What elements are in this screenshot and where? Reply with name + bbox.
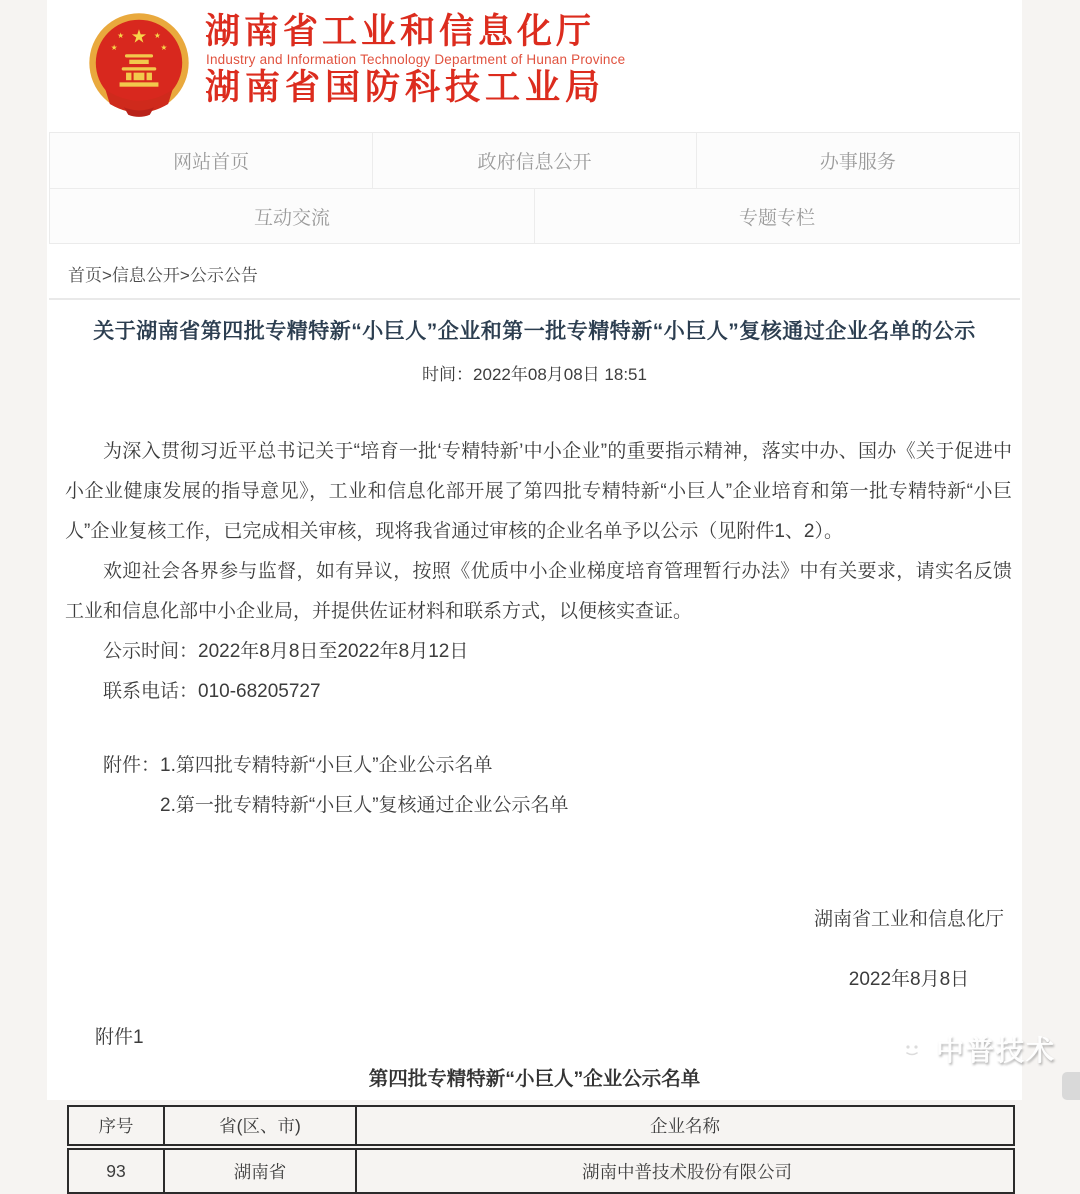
table-header-row <box>68 1106 1014 1147</box>
enterprise-roster-table <box>67 1105 1015 1194</box>
header-cell-enterprise: 企业名称 <box>356 1106 1014 1147</box>
nav-item-home[interactable]: 网站首页 <box>50 133 372 188</box>
cell-enterprise: 湖南中普技术股份有限公司 <box>356 1147 1014 1193</box>
signature-block <box>65 900 1012 1000</box>
content-page <box>47 0 1022 1182</box>
svg-text:★: ★ <box>110 42 118 52</box>
national-emblem-icon <box>85 8 193 120</box>
attachment-item-1: 1.第四批专精特新“小巨人”企业公示名单 <box>160 755 493 776</box>
article-time: 时间：2022年08月08日 18:51 <box>422 365 647 384</box>
signature-date: 2022年8月8日 <box>848 969 970 990</box>
table-row <box>68 1147 1014 1193</box>
nav-row-2 <box>50 188 1019 243</box>
edge-scroll-tab[interactable] <box>1062 1072 1080 1100</box>
header-cell-seq: 序号 <box>68 1106 164 1147</box>
org-name-cn-2: 湖南省国防科技工业局 <box>205 67 606 107</box>
svg-text:★: ★ <box>117 31 125 41</box>
org-name-en: Industry and Information Technology Department of Hunan Province <box>206 52 626 67</box>
org-name-cn-1: 湖南省工业和信息化厅 <box>205 12 596 51</box>
paragraph-1: 为深入贯彻习近平总书记关于“培育一批‘专精特新’中小企业”的重要指示精神，落实中办、国办《关于促进中小企业健康发展的指导意见》，工业和信息化部开展了第四批专精特新“小巨人”企业培育和第一批专精特新“小巨人”企业复核工作，已完成相关审核，现将我省通过审核的企业名单予以公示（见附件1、2）。 <box>65 441 1012 542</box>
cell-seq: 93 <box>68 1147 164 1193</box>
breadcrumb-divider <box>49 298 1020 300</box>
attachments-list <box>160 746 569 826</box>
signature-org: 湖南省工业和信息化厅 <box>813 909 1004 930</box>
cell-province: 湖南省 <box>164 1147 356 1193</box>
svg-text:★: ★ <box>160 42 168 52</box>
breadcrumb[interactable]: 首页>信息公开>公示公告 <box>68 266 258 285</box>
svg-text:★: ★ <box>153 31 161 41</box>
attachment-item-2: 2.第一批专精特新“小巨人”复核通过企业公示名单 <box>160 795 569 816</box>
nav-row-1 <box>50 133 1019 188</box>
contact-phone-line: 联系电话：010-68205727 <box>103 681 321 702</box>
watermark-text: 中普技术 <box>936 1034 1057 1066</box>
attachments-label: 附件： <box>103 755 161 776</box>
nav-item-services[interactable]: 办事服务 <box>696 133 1019 188</box>
nav-item-interaction[interactable]: 互动交流 <box>50 189 534 243</box>
main-nav <box>49 132 1020 244</box>
article-title: 关于湖南省第四批专精特新“小巨人”企业和第一批专精特新“小巨人”复核通过企业名单的公示 <box>93 320 976 343</box>
svg-text:★: ★ <box>130 25 148 47</box>
attachment1-label: 附件1 <box>95 1027 144 1048</box>
header-cell-province: 省(区、市) <box>164 1106 356 1147</box>
paragraph-2: 欢迎社会各界参与监督，如有异议，按照《优质中小企业梯度培育管理暂行办法》中有关要求，请实名反馈工业和信息化部中小企业局，并提供佐证材料和联系方式，以便核实查证。 <box>65 561 1012 622</box>
attachment1-table-title: 第四批专精特新“小巨人”企业公示名单 <box>368 1068 701 1090</box>
org-title-block <box>205 8 625 105</box>
nav-item-special-topics[interactable]: 专题专栏 <box>534 189 1019 243</box>
nav-item-gov-info[interactable]: 政府信息公开 <box>372 133 695 188</box>
article-body <box>47 432 1022 1000</box>
notice-period-line: 公示时间：2022年8月8日至2022年8月12日 <box>103 641 469 662</box>
site-header <box>47 0 1022 128</box>
attachments-block <box>65 746 1012 826</box>
